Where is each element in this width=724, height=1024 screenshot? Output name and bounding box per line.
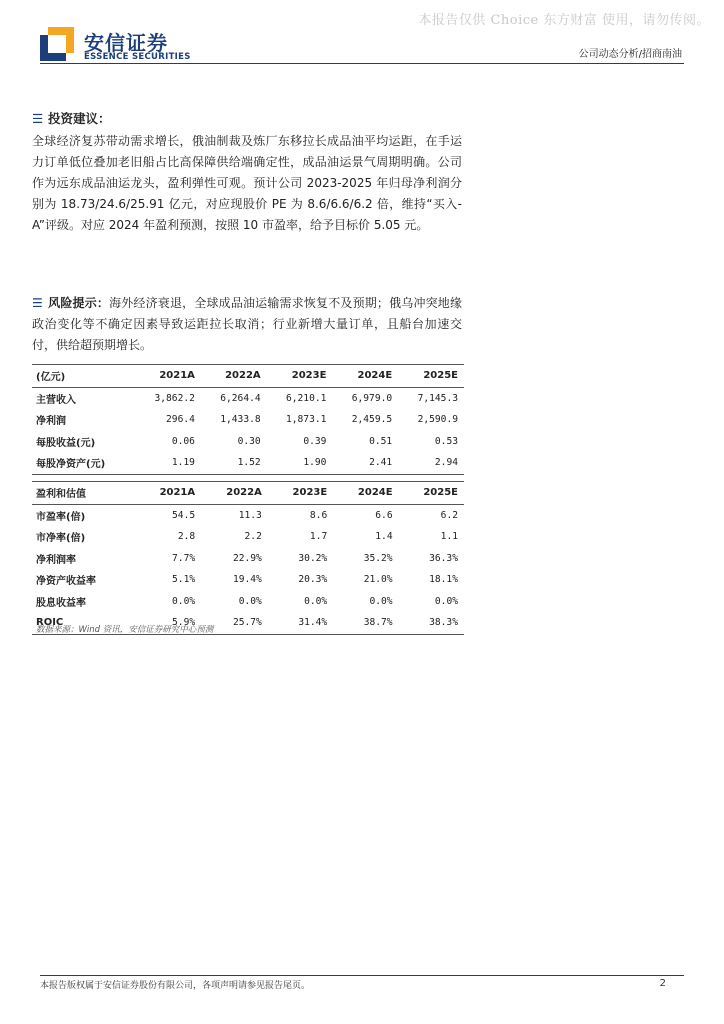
table-header-cell: 2024E [333,482,398,505]
financial-table [32,364,464,475]
table-cell: 21.0% [363,574,393,586]
table-cell: 18.1% [429,574,458,586]
table-cell: 1,433.8 [220,414,261,426]
table-cell: 0.30 [237,435,261,447]
table-cell: 38.3% [399,612,464,634]
section-bullet-icon: ☰ [32,296,43,310]
table-header-row [32,482,464,505]
table-row [32,431,464,453]
table-header-cell: 2021A [134,482,201,505]
table-cell: 6,210.1 [285,392,327,404]
table-header-row [32,365,464,388]
row-label: 市盈率(倍) [36,511,86,523]
section-bullet-icon: ☰ [32,111,44,126]
risk-section-title [32,296,109,310]
table-row [32,591,464,613]
invest-section-title [32,109,111,127]
table-cell: 1.7 [309,531,328,543]
row-label: 净利润率 [36,554,76,566]
row-label: 净利润 [36,416,66,428]
risk-text: 海外经济衰退，全球成品油运输需求恢复不及预期；俄乌冲突地缘政治变化等不确定因素导致运距拉长取消；行业新增大量订单，且船台加速交付，供给超预期增长。 [32,296,462,352]
table-cell: 35.2% [363,552,393,564]
table-header-cell: 2024E [332,365,398,388]
table-header-cell: 2025E [399,482,464,505]
report-category: 公司动态分析/招商南油 [578,49,682,60]
table-cell: 1.90 [267,452,333,474]
table-cell: 6,979.0 [351,392,393,404]
table-cell: 7.7% [172,552,196,564]
row-label: ROIC [32,612,134,634]
invest-paragraph: 全球经济复苏带动需求增长，俄油制裁及炼厂东移拉长成品油平均运距，在手运力订单低位叠加老旧船占比高保障供给端确定性，成品油运景气周期明确。公司作为远东成品油运龙头，盈利弹性可观。预计公司 2023-2025 年归母净利润分别为 18.73/24.6/25.91 亿元，对应现股价 PE 为 8.6/6.6/6.2 倍，维持“买入-A”评级。对应 2024 年盈利预测，按照 10 市盈率，给予目标价 5.05 元。 [32,134,462,232]
table-cell: 20.3% [298,574,328,586]
table-cell: 2.2 [244,531,262,543]
table-row [32,387,464,409]
table-cell: 0.53 [434,435,458,447]
table-cell: 0.39 [303,435,327,447]
valuation-table [32,481,464,635]
brand-logo-icon [40,27,74,61]
table-cell: 36.3% [429,552,458,564]
risk-title-text: 风险提示： [48,296,110,310]
table-cell: 8.6 [309,509,328,521]
row-label: 每股净资产(元) [32,452,135,474]
table-header-cell: 2022A [201,482,268,505]
table-row [32,526,464,548]
brand-name-cn: 安信证券 [84,31,168,55]
table-cell: 2.94 [398,452,464,474]
footer-divider [40,975,684,976]
table-cell: 30.2% [298,552,328,564]
table-row [32,548,464,570]
table-cell: 0.0% [369,595,393,607]
table-cell: 0.51 [369,435,393,447]
table-cell: 7,145.3 [417,392,458,404]
table-cell: 0.06 [171,435,195,447]
watermark-text: 本报告仅供 Choice 东方财富 使用，请勿传阅。 [418,13,710,28]
data-source-note: 数据来源：Wind 资讯，安信证券研究中心预测 [36,625,214,635]
table-cell: 6.6 [375,509,393,521]
table-cell: 19.4% [232,574,262,586]
table-row [32,504,464,526]
table-cell: 25.7% [201,612,268,634]
header-divider [40,63,684,64]
table-row [32,409,464,431]
table-cell: 1.4 [375,531,393,543]
table-cell: 2,459.5 [351,414,393,426]
table-header-cell: 2025E [398,365,464,388]
row-label: 每股收益(元) [36,437,96,449]
table-cell: 1.1 [440,531,458,543]
brand-name-en: ESSENCE SECURITIES [84,52,191,62]
table-header-cell: 盈利和估值 [32,482,134,505]
table-cell: 22.9% [232,552,262,564]
row-label: 主营收入 [36,394,76,406]
footer-disclaimer: 本报告版权属于安信证券股份有限公司，各项声明请参见报告尾页。 [40,981,311,991]
table-cell: 1.52 [201,452,267,474]
table-cell: 296.4 [166,414,195,426]
table-header-cell: 2023E [268,482,333,505]
table-cell: 0.0% [238,595,262,607]
table-cell: 0.0% [172,595,196,607]
table-cell: 5.1% [172,574,196,586]
company-logo [40,25,200,67]
table-cell: 0.0% [434,595,458,607]
table-header-cell: 2022A [201,365,267,388]
table-header-cell: (亿元) [32,365,135,388]
table-cell: 54.5 [172,509,196,521]
table-row [32,452,464,474]
risk-paragraph [32,293,462,356]
table-cell: 6.2 [440,509,458,521]
row-label: 市净率(倍) [36,533,86,545]
table-cell: 1.19 [135,452,201,474]
invest-title-text: 投资建议： [48,111,111,126]
row-label: 股息收益率 [36,597,86,609]
table-cell: 38.7% [333,612,398,634]
table-header-cell: 2021A [135,365,201,388]
table-cell: 3,862.2 [154,392,195,404]
table-row [32,569,464,591]
table-cell: 5.9% [134,612,201,634]
table-cell: 31.4% [268,612,333,634]
table-cell: 0.0% [304,595,328,607]
table-cell: 2,590.9 [417,414,458,426]
row-label: 净资产收益率 [36,576,96,588]
table-header-cell: 2023E [267,365,333,388]
table-cell: 2.41 [332,452,398,474]
table-cell: 11.3 [238,509,262,521]
page-number: 2 [659,978,666,989]
table-cell: 6,264.4 [220,392,261,404]
table-cell: 1,873.1 [285,414,327,426]
table-cell: 2.8 [177,531,196,543]
